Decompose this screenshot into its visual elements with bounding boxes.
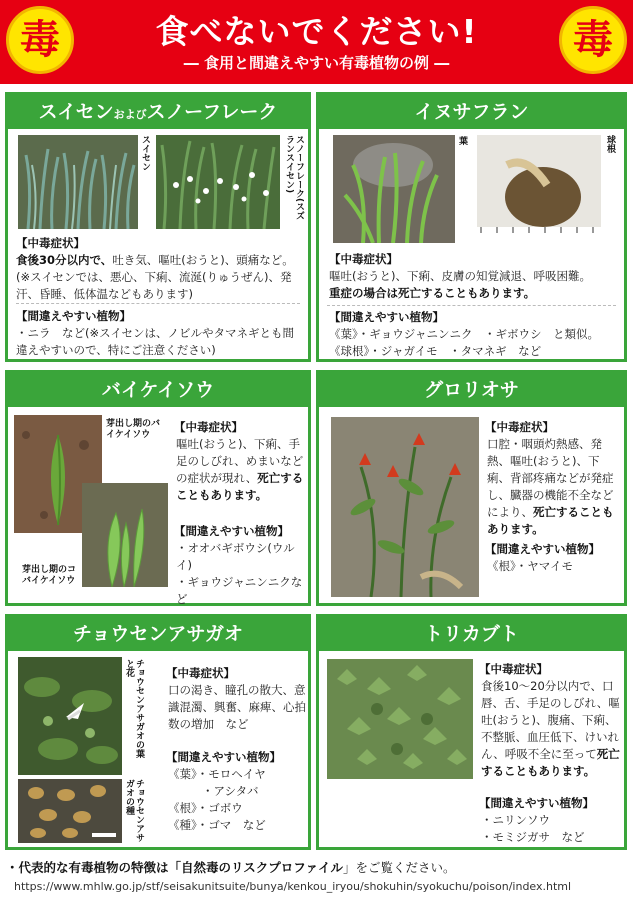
symptom-heading: 【中毒症状】 <box>174 420 243 434</box>
photo-label: チョウセンアサガオの葉と花 <box>124 659 144 758</box>
page-title: 食べないでください! <box>155 12 478 51</box>
confuse-text: 《根》・ヤマイモ <box>487 559 574 573</box>
photo-label: スイセン <box>140 135 150 171</box>
symptom-heading: 【中毒症状】 <box>479 662 548 676</box>
poison-badge-right <box>559 6 627 74</box>
inusafuran-leaf-photo <box>333 135 455 243</box>
header-banner <box>0 0 633 84</box>
poison-kanji: 毒 <box>20 17 60 63</box>
confuse-heading: 【間違えやすい植物】 <box>174 524 289 538</box>
symptom-text: 口腔・咽頭灼熱感、発熱、嘔吐(おうと)、下痢、背部疼痛などが発症し、臓器の機能不全などにより、死亡することもあります。 <box>487 437 614 536</box>
confuse-text: ・ニラ など(※スイセンは、ノビルやタマネギとも間違えやすいので、特にご注意ください) <box>16 326 295 357</box>
confuse-heading: 【間違えやすい植物】 <box>485 542 600 556</box>
suisen-photo <box>18 135 138 229</box>
reference-url[interactable]: https://www.mhlw.go.jp/stf/seisakunitsuite/bunya/kenkou_iryou/shokuhin/syokuchu/poison/index.html <box>14 880 572 893</box>
photo-label: チョウセンアサガオの種 <box>124 779 144 842</box>
confuse-text: 《葉》・ギョウジャニンニク ・ギボウシ と類似。 《球根》・ジャガイモ ・タマネギ など <box>329 327 600 358</box>
panel-title: トリカブト <box>319 617 624 651</box>
gloriosa-photo <box>331 417 479 597</box>
panel-torikabuto <box>316 614 627 850</box>
kobaikeiso-photo <box>82 483 168 587</box>
panel-title: グロリオサ <box>319 373 624 407</box>
divider <box>16 303 300 304</box>
divider <box>327 305 616 306</box>
photo-label: 芽出し期のバイケイソウ <box>106 419 161 440</box>
photo-label: スノーフレーク(スズランスイセン) <box>284 135 304 221</box>
panel-gloriosa <box>316 370 627 606</box>
chosenasagao-flower-photo <box>18 657 122 775</box>
photo-label: 葉 <box>459 137 469 147</box>
symptom-heading: 【中毒症状】 <box>16 236 85 250</box>
chosenasagao-seed-photo <box>18 779 122 843</box>
confuse-text: ・ニリンソウ ・モミジガサ など <box>481 813 585 844</box>
confuse-text: 《葉》・モロヘイヤ ・アシタバ 《根》・ゴボウ 《種》・ゴマ など <box>168 767 266 832</box>
torikabuto-photo <box>327 659 473 779</box>
symptom-text: 嘔吐(おうと)、下痢、手足のしびれ、めまいなどの症状が現れ、死亡することもあります。 <box>176 437 304 502</box>
confuse-heading: 【間違えやすい植物】 <box>329 310 444 324</box>
photo-label: 芽出し期のコバイケイソウ <box>22 565 77 586</box>
symptom-heading: 【中毒症状】 <box>166 666 235 680</box>
panel-title: スイセンおよびスノーフレーク <box>8 95 308 129</box>
symptom-text: 口の渇き、瞳孔の散大、意識混濁、興奮、麻痺、心拍数の増加 など <box>168 683 306 731</box>
confuse-heading: 【間違えやすい植物】 <box>166 750 281 764</box>
panel-baikeiso <box>5 370 311 606</box>
panel-title: チョウセンアサガオ <box>8 617 308 651</box>
panel-title: イヌサフラン <box>319 95 624 129</box>
panel-suisen <box>5 92 311 362</box>
symptom-heading: 【中毒症状】 <box>485 420 554 434</box>
symptom-text: 食後30分以内で、吐き気、嘔吐(おうと)、頭痛など。(※スイセンでは、悪心、下痢、流涎(りゅうぜん)、発汗、昏睡、低体温などもあります) <box>16 253 294 301</box>
poison-badge-left <box>6 6 74 74</box>
confuse-heading: 【間違えやすい植物】 <box>479 796 594 810</box>
page-subtitle: ― 食用と間違えやすい有毒植物の例 ― <box>183 54 450 72</box>
inusafuran-bulb-photo <box>477 135 601 243</box>
panel-title: バイケイソウ <box>8 373 308 407</box>
footer-note: ・代表的な有毒植物の特徴は「自然毒のリスクプロファイル」をご覧ください。 <box>6 860 456 875</box>
symptom-heading: 【中毒症状】 <box>329 252 398 266</box>
confuse-text: ・オオバギボウシ(ウルイ) ・ギョウジャニンニクなど <box>176 541 303 606</box>
symptom-text: 嘔吐(おうと)、下痢、皮膚の知覚減退、呼吸困難。 重症の場合は死亡することもあります。 <box>329 269 591 300</box>
panel-inusafuran <box>316 92 627 362</box>
snowflake-photo <box>156 135 280 229</box>
risk-profile-link[interactable]: 自然毒のリスクプロファイル <box>181 860 344 875</box>
poison-kanji: 毒 <box>573 17 613 63</box>
panel-chosenasagao <box>5 614 311 850</box>
photo-label: 球根 <box>605 135 615 153</box>
symptom-text: 食後10〜20分以内で、口唇、舌、手足のしびれ、嘔吐(おうと)、腹痛、下痢、不整脈、血圧低下、けいれん、呼吸不全に至って死亡することもあります。 <box>481 679 620 778</box>
confuse-heading: 【間違えやすい植物】 <box>16 309 131 323</box>
